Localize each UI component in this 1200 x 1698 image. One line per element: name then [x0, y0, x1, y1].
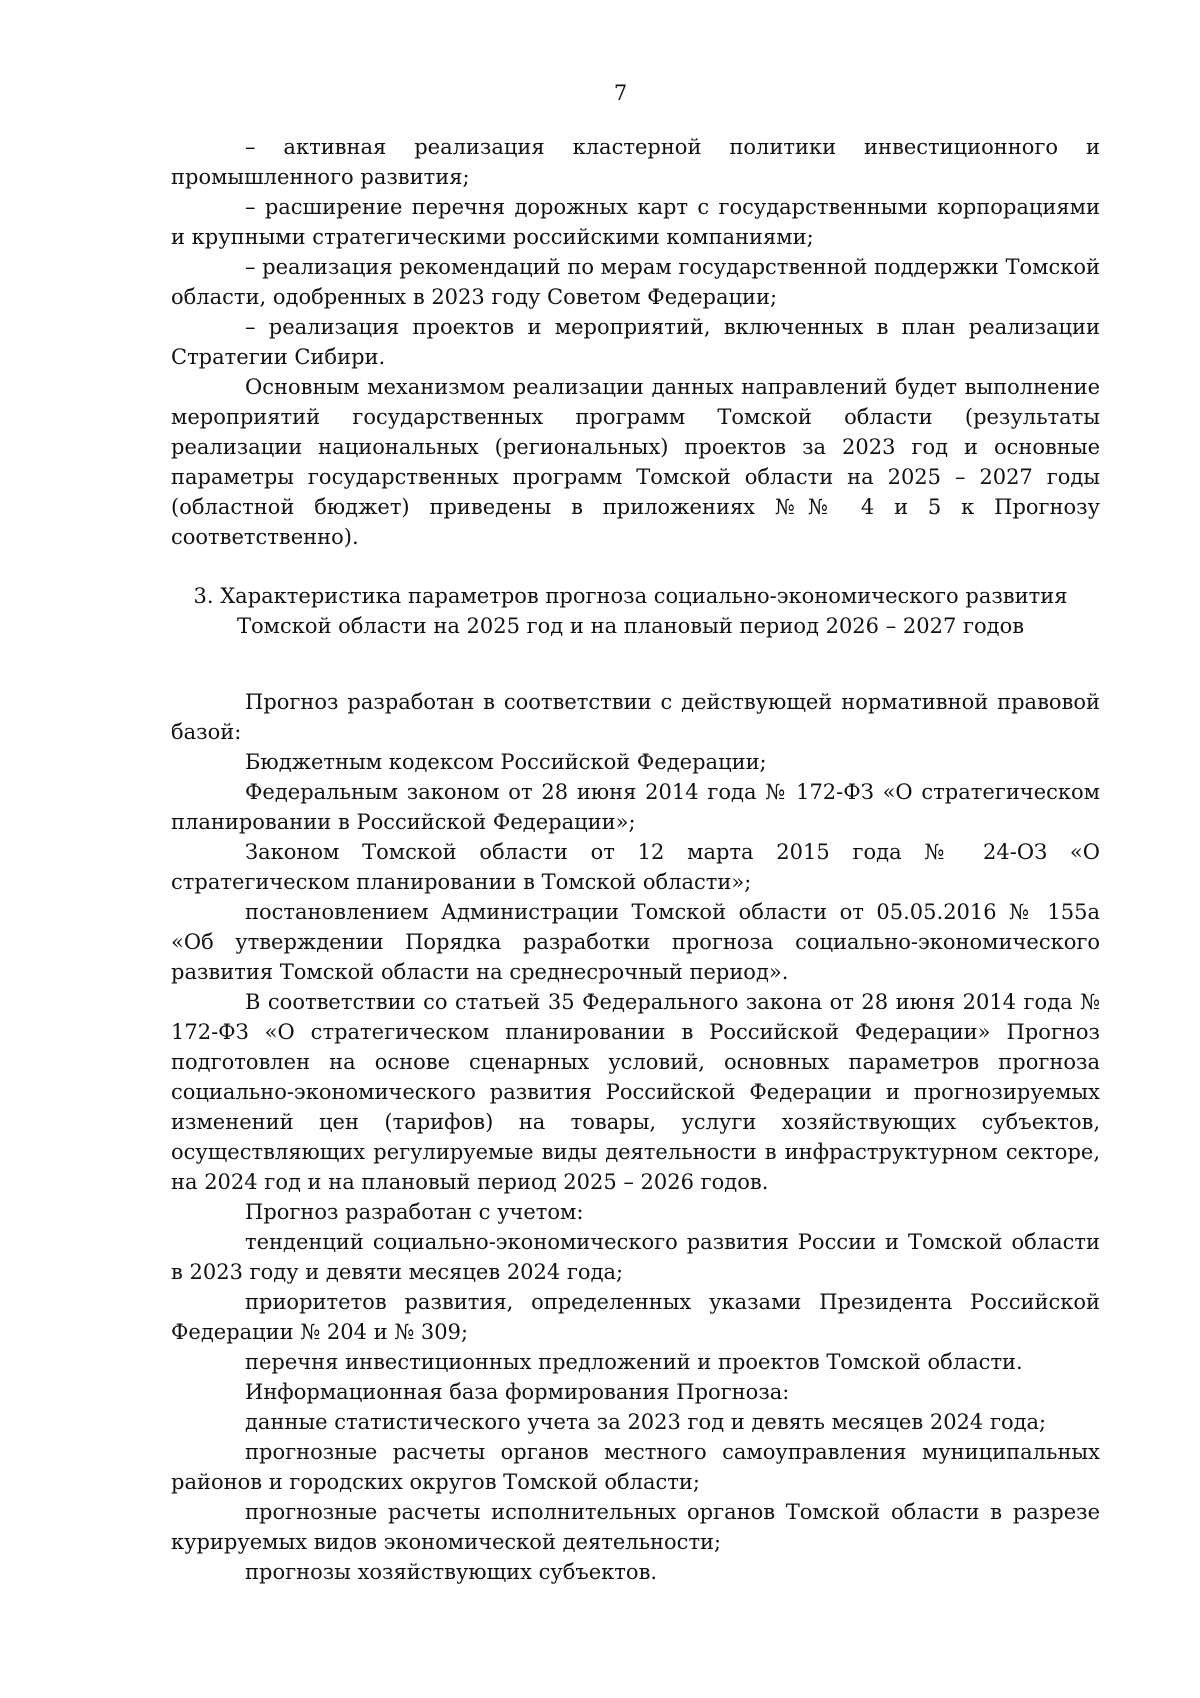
paragraph: постановлением Администрации Томской области от 05.05.2016 № 155а «Об утверждении Порядка разработки прогноза социально-экономического развития Томской области на среднесрочный период». [171, 900, 1100, 984]
paragraph: Федеральным законом от 28 июня 2014 года № 172-ФЗ «О стратегическом планировании в Российской Федерации»; [171, 780, 1100, 834]
paragraph: Бюджетным кодексом Российской Федерации; [245, 750, 767, 774]
section-heading-line-1: 3. Характеристика параметров прогноза социально-экономического развития [193, 584, 1068, 608]
section-heading-line-2: Томской области на 2025 год и на плановый период 2026 – 2027 годов [236, 614, 1025, 638]
paragraph: перечня инвестиционных предложений и проектов Томской области. [245, 1350, 1023, 1374]
page-number: 7 [613, 81, 628, 105]
paragraph: Законом Томской области от 12 марта 2015 года № 24-ОЗ «О стратегическом планировании в Томской области»; [171, 840, 1100, 894]
paragraph: прогнозные расчеты исполнительных органов Томской области в разрезе курируемых видов экономической деятельности; [171, 1500, 1100, 1554]
paragraph: прогнозные расчеты органов местного самоуправления муниципальных районов и городских округов Томской области; [171, 1440, 1100, 1494]
paragraph: Прогноз разработан с учетом: [245, 1200, 584, 1224]
paragraph: Информационная база формирования Прогноза: [245, 1380, 790, 1404]
section-forecast-basis [171, 687, 1100, 1587]
paragraph: – реализация проектов и мероприятий, включенных в план реализации Стратегии Сибири. [171, 315, 1100, 369]
paragraph: – расширение перечня дорожных карт с государственными корпорациями и крупными стратегическими российскими компаниями; [171, 195, 1100, 249]
paragraph: Основным механизмом реализации данных направлений будет выполнение мероприятий государственных программ Томской области (результаты реализации национальных (региональных) проектов за 2023 год и основные параметры государственных программ Томской области на 2025 – 2027 годы (областной бюджет) приведены в приложениях №№ 4 и 5 к Прогнозу соответственно). [171, 375, 1100, 549]
paragraph: прогнозы хозяйствующих субъектов. [245, 1560, 658, 1584]
paragraph: – реализация рекомендаций по мерам государственной поддержки Томской области, одобренных в 2023 году Советом Федерации; [171, 255, 1100, 309]
paragraph: данные статистического учета за 2023 год и девять месяцев 2024 года; [245, 1410, 1047, 1434]
section-directions [171, 132, 1100, 552]
section-heading [171, 581, 1100, 641]
paragraph: – активная реализация кластерной политики инвестиционного и промышленного развития; [171, 135, 1100, 189]
paragraph: Прогноз разработан в соответствии с действующей нормативной правовой базой: [171, 690, 1100, 744]
paragraph: тенденций социально-экономического развития России и Томской области в 2023 году и девяти месяцев 2024 года; [171, 1230, 1100, 1284]
paragraph: В соответствии со статьей 35 Федерального закона от 28 июня 2014 года № 172-ФЗ «О стратегическом планировании в Российской Федерации» Прогноз подготовлен на основе сценарных условий, основных параметров прогноза социально-экономического развития Российской Федерации и прогнозируемых изменений цен (тарифов) на товары, услуги хозяйствующих субъектов, осуществляющих регулируемые виды деятельности в инфраструктурном секторе, на 2024 год и на плановый период 2025 – 2026 годов. [171, 990, 1100, 1194]
paragraph: приоритетов развития, определенных указами Президента Российской Федерации № 204 и № 309; [171, 1290, 1100, 1344]
